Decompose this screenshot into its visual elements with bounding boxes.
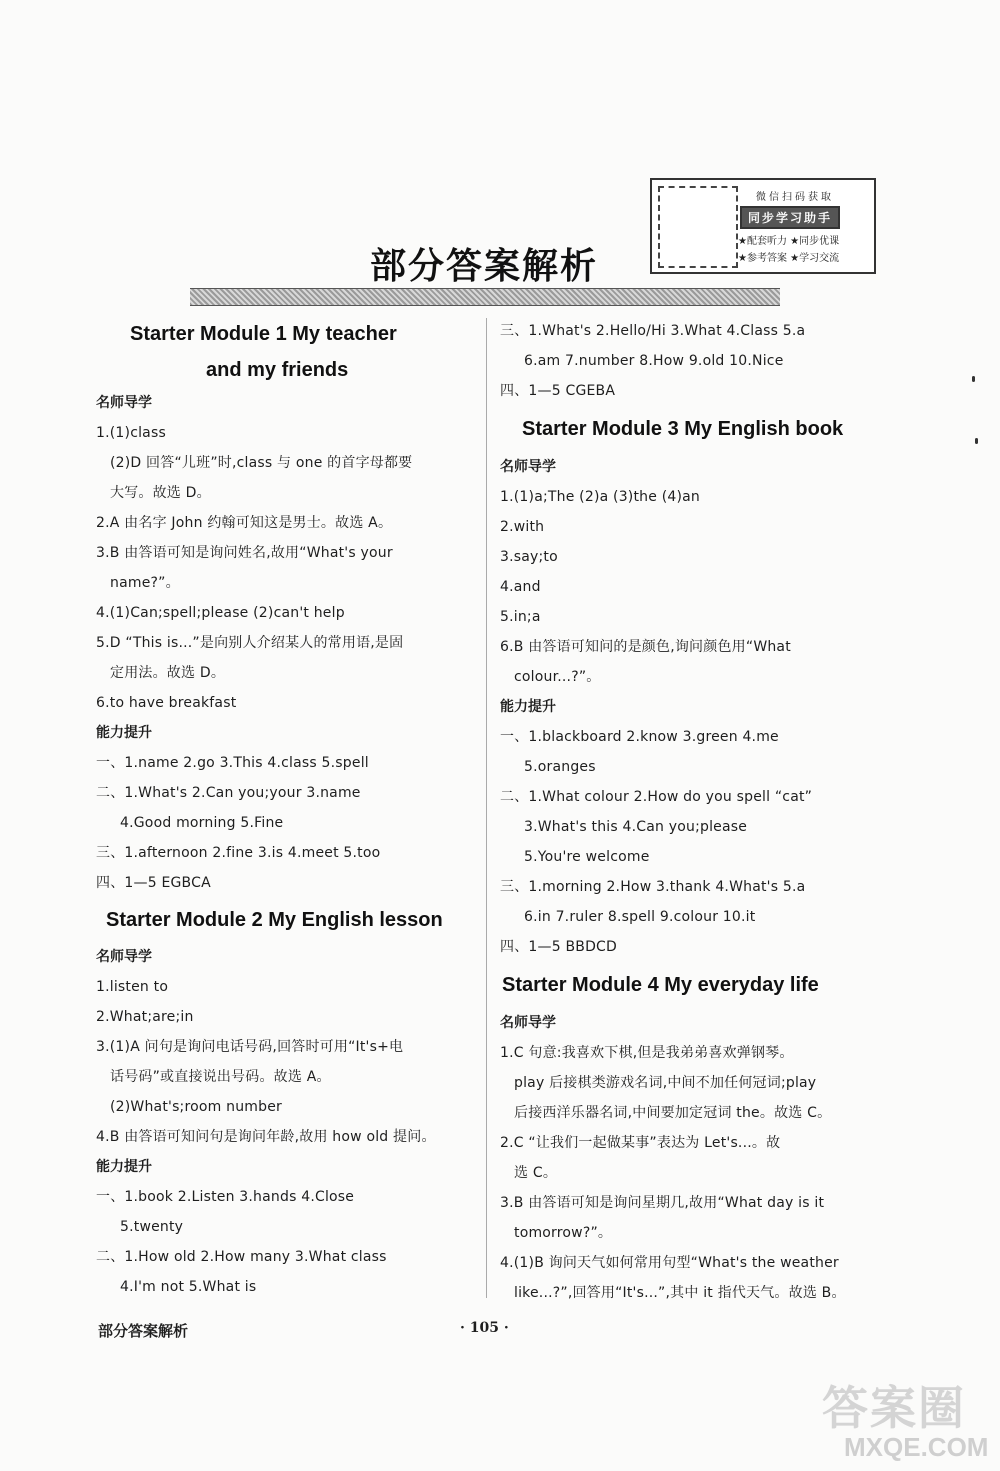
- page-title: 部分答案解析: [370, 246, 599, 287]
- answer-line: 6.in 7.ruler 8.spell 9.colour 10.it: [524, 909, 756, 925]
- answer-line: 3.B 由答语可知是询问姓名,故用“What's your: [96, 545, 393, 561]
- section-heading: 能力提升: [96, 725, 152, 741]
- section-heading: 名师导学: [500, 1015, 556, 1031]
- answer-line: 1.(1)a;The (2)a (3)the (4)an: [500, 489, 700, 505]
- answer-line: (2)What's;room number: [110, 1099, 282, 1115]
- margin-speck: [972, 376, 975, 382]
- answer-line: 4.and: [500, 579, 541, 595]
- footer-title: 部分答案解析: [98, 1322, 189, 1340]
- answer-line: 3.B 由答语可知是询问星期几,故用“What day is it: [500, 1195, 825, 1211]
- answer-line: 三、1.morning 2.How 3.thank 4.What's 5.a: [500, 879, 806, 895]
- answer-line: 2.A 由名字 John 约翰可知这是男士。故选 A。: [96, 515, 393, 531]
- answer-line: 1.C 句意:我喜欢下棋,但是我弟弟喜欢弹钢琴。: [500, 1045, 794, 1061]
- section-heading: 名师导学: [96, 949, 152, 965]
- answer-line: tomorrow?”。: [514, 1225, 613, 1241]
- answer-line: 5.twenty: [120, 1219, 184, 1235]
- answer-line: 1.listen to: [96, 979, 169, 995]
- answer-line: 2.C “让我们一起做某事”表达为 Let's...。故: [500, 1135, 781, 1151]
- answer-line: (2)D 回答“儿班”时,class 与 one 的首字母都要: [110, 455, 413, 471]
- answer-line: 一、1.blackboard 2.know 3.green 4.me: [500, 729, 779, 745]
- qr-feature-line: ★参考答案 ★学习交流: [738, 253, 840, 264]
- module-3-title: Starter Module 3 My English book: [522, 418, 844, 440]
- answer-line: 5.in;a: [500, 609, 541, 625]
- column-divider: [486, 318, 487, 1298]
- answer-line: 三、1.afternoon 2.fine 3.is 4.meet 5.too: [96, 845, 381, 861]
- module-1-title: Starter Module 1 My teacher: [130, 323, 397, 345]
- answer-line: 大写。故选 D。: [110, 485, 211, 501]
- answer-line: 2.What;are;in: [96, 1009, 194, 1025]
- answer-line: 3.say;to: [500, 549, 558, 565]
- right-column: [500, 316, 880, 1308]
- answer-line: 四、1—5 BBDCD: [500, 939, 618, 955]
- watermark-url: MXQE.COM: [844, 1432, 989, 1462]
- answer-line: 一、1.name 2.go 3.This 4.class 5.spell: [96, 755, 369, 771]
- left-column: [96, 316, 476, 1302]
- answer-line: 5.oranges: [524, 759, 596, 775]
- qr-feature-line: ★配套听力 ★同步优课: [738, 236, 840, 247]
- answer-line: 4.I'm not 5.What is: [120, 1279, 257, 1295]
- answer-line: 6.B 由答语可知问的是颜色,询问颜色用“What: [500, 639, 791, 655]
- qr-code-box: [650, 178, 876, 274]
- answer-line: 3.(1)A 问句是询问电话号码,回答时可用“It's+电: [96, 1039, 404, 1055]
- answer-line: 四、1—5 EGBCA: [96, 875, 211, 891]
- answer-line: colour...?”。: [514, 669, 601, 685]
- answer-line: 二、1.How old 2.How many 3.What class: [96, 1249, 387, 1265]
- qr-caption: 微信扫码获取: [756, 192, 834, 203]
- section-heading: 能力提升: [96, 1159, 152, 1175]
- section-heading: 名师导学: [500, 459, 556, 475]
- section-heading: 能力提升: [500, 699, 556, 715]
- answer-line: 2.with: [500, 519, 545, 535]
- module-4-title: Starter Module 4 My everyday life: [502, 974, 819, 996]
- module-2-title: Starter Module 2 My English lesson: [106, 909, 443, 931]
- answer-line: 三、1.What's 2.Hello/Hi 3.What 4.Class 5.a: [500, 323, 806, 339]
- answer-line: 6.am 7.number 8.How 9.old 10.Nice: [524, 353, 784, 369]
- answer-line: 4.B 由答语可知问句是询问年龄,故用 how old 提问。: [96, 1129, 436, 1145]
- answer-line: 4.(1)Can;spell;please (2)can't help: [96, 605, 345, 621]
- answer-line: 4.Good morning 5.Fine: [120, 815, 284, 831]
- answer-line: name?”。: [110, 575, 180, 591]
- module-1-title-cont: and my friends: [206, 359, 349, 381]
- qr-helper-label: 同步学习助手: [740, 206, 840, 229]
- answer-line: like...?”,回答用“It's...”,其中 it 指代天气。故选 B。: [514, 1285, 846, 1301]
- section-heading: 名师导学: [96, 395, 152, 411]
- answer-line: 5.You're welcome: [524, 849, 650, 865]
- answer-line: 二、1.What's 2.Can you;your 3.name: [96, 785, 361, 801]
- answer-line: 6.to have breakfast: [96, 695, 237, 711]
- watermark-logo: 答案圈: [822, 1381, 966, 1435]
- answer-line: play 后接棋类游戏名词,中间不加任何冠词;play: [514, 1075, 817, 1091]
- answer-line: 选 C。: [514, 1165, 558, 1181]
- answer-line: 5.D “This is...”是向别人介绍某人的常用语,是固: [96, 635, 404, 651]
- answer-line: 3.What's this 4.Can you;please: [524, 819, 748, 835]
- title-divider: [190, 288, 780, 306]
- answer-line: 4.(1)B 询问天气如何常用句型“What's the weather: [500, 1255, 839, 1271]
- answer-line: 1.(1)class: [96, 425, 166, 441]
- page-number: · 105 ·: [460, 1320, 509, 1336]
- answer-line: 话号码”或直接说出号码。故选 A。: [110, 1069, 331, 1085]
- answer-line: 后接西洋乐器名词,中间要加定冠词 the。故选 C。: [514, 1105, 832, 1121]
- answer-line: 一、1.book 2.Listen 3.hands 4.Close: [96, 1189, 355, 1205]
- margin-speck: [975, 438, 978, 444]
- answer-line: 二、1.What colour 2.How do you spell “cat”: [500, 789, 813, 805]
- answer-line: 四、1—5 CGEBA: [500, 383, 616, 399]
- qr-code-icon: [658, 186, 738, 268]
- answer-line: 定用法。故选 D。: [110, 665, 226, 681]
